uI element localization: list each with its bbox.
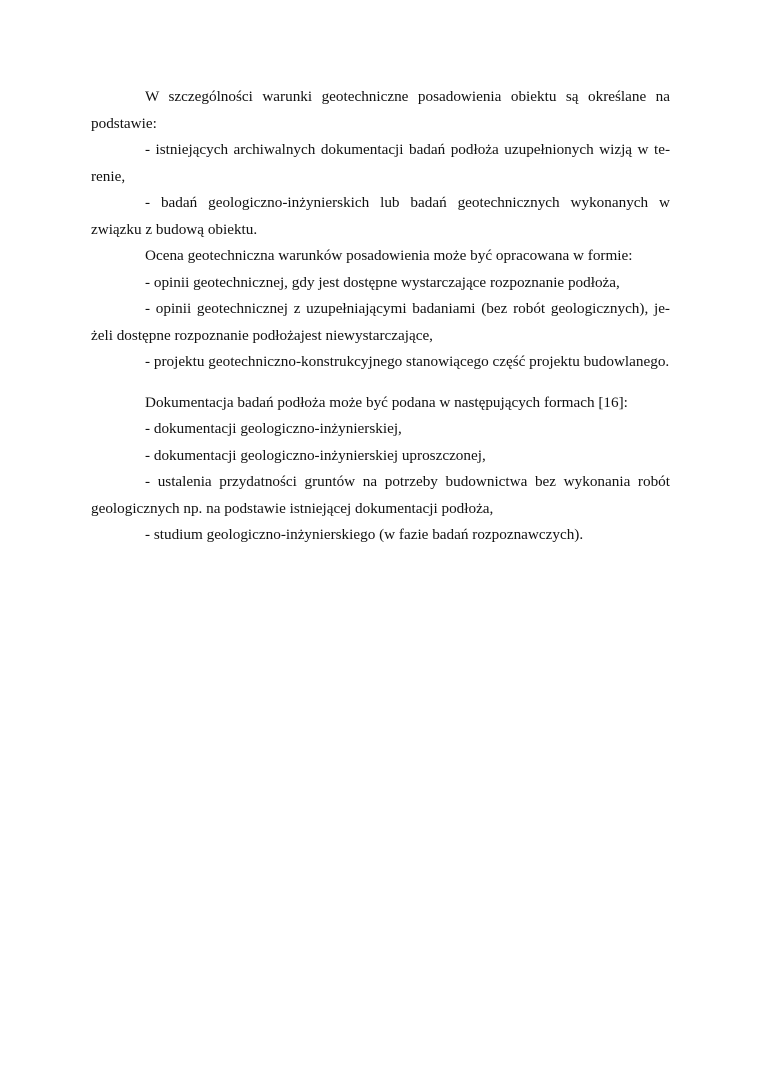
section1-item-2: - badań geologiczno-inżynierskich lub badań geotechnicznych wykonanych w związku z budową obiektu. <box>91 194 670 238</box>
section2-intro: Ocena geotechniczna warunków posadowienia może być opracowana w formie: <box>145 247 633 264</box>
paragraph-gap <box>91 376 670 390</box>
section3-item-1: - dokumentacji geologiczno-inżynierskiej, <box>145 420 402 437</box>
section2-item-3: - projektu geotechniczno-konstrukcyjnego stanowiącego część projektu budowlanego. <box>145 353 670 370</box>
document-page <box>91 84 670 549</box>
section2-item-2: - opinii geotechnicznej z uzupełniającymi badaniami (bez robót geologicznych), je-żeli dostępne rozpoznanie podłożajest niewystarczające, <box>91 300 670 344</box>
section3-item-4: - studium geologiczno-inżynierskiego (w fazie badań rozpoznawczych). <box>145 526 584 543</box>
section1-item-1: - istniejących archiwalnych dokumentacji badań podłoża uzupełnionych wizją w te-renie, <box>91 141 670 185</box>
section1-intro: W szczególności warunki geotechniczne posadowienia obiektu są określane na podstawie: <box>91 88 670 132</box>
section3-item-2: - dokumentacji geologiczno-inżynierskiej uproszczonej, <box>145 446 486 464</box>
section3-item-3: - ustalenia przydatności gruntów na potrzeby budownictwa bez wykonania robót geologicznych np. na podstawie istniejącej dokumentacji podłoża, <box>91 473 670 517</box>
section3-intro: Dokumentacja badań podłoża może być podana w następujących formach [16]: <box>145 393 628 411</box>
section2-item-1: - opinii geotechnicznej, gdy jest dostępne wystarczające rozpoznanie podłoża, <box>145 273 620 291</box>
